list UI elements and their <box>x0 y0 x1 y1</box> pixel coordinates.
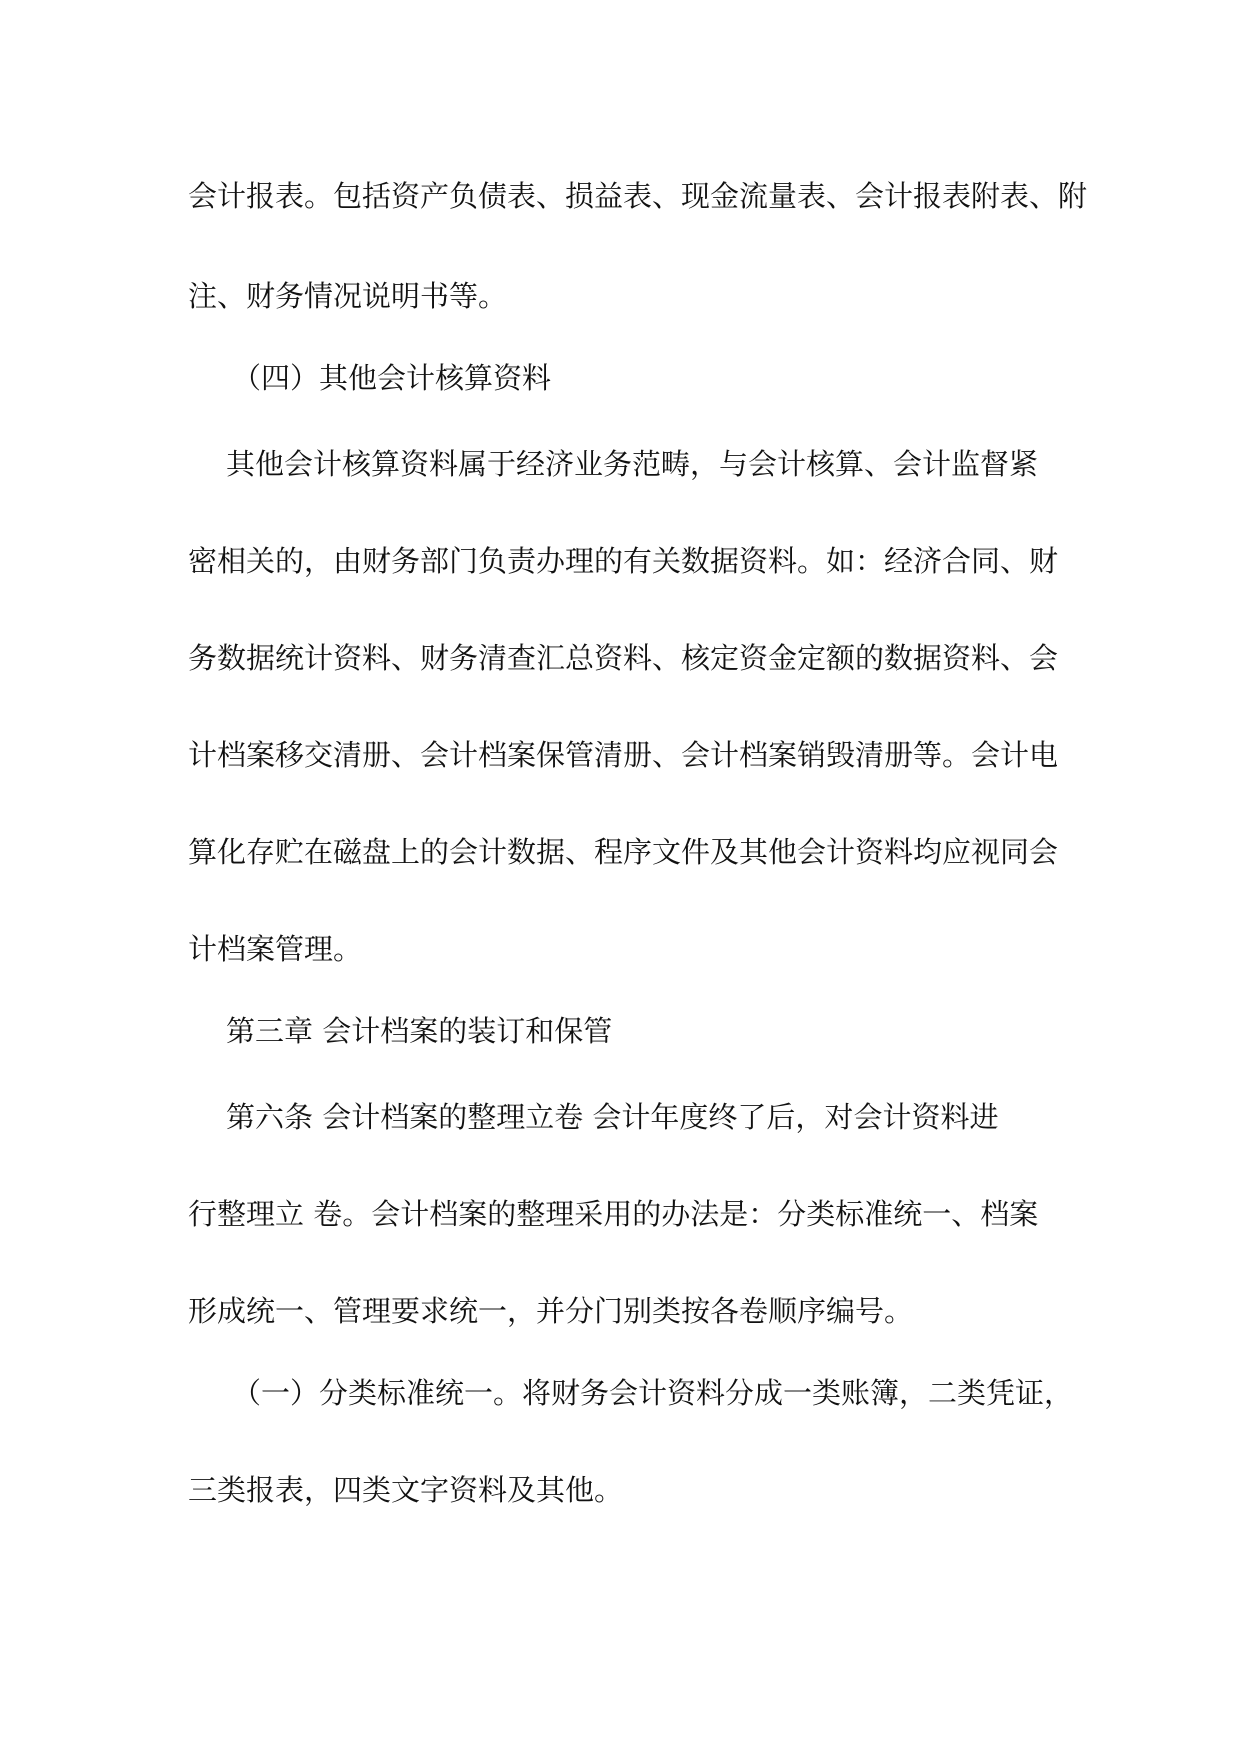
body-text-line: 三类报表，四类文字资料及其他。 <box>188 1473 624 1507</box>
body-text-line: 计档案管理。 <box>188 932 363 966</box>
chapter-heading: 第三章 会计档案的装订和保管 <box>226 1014 613 1048</box>
body-text-line: 务数据统计资料、财务清查汇总资料、核定资金定额的数据资料、会 <box>188 641 1059 675</box>
body-text-line: 计档案移交清册、会计档案保管清册、会计档案销毁清册等。会计电 <box>188 738 1059 772</box>
section-heading: （四）其他会计核算资料 <box>232 361 552 395</box>
body-text-line: 形成统一、管理要求统一，并分门别类按各卷顺序编号。 <box>188 1294 914 1328</box>
body-text-line: 密相关的，由财务部门负责办理的有关数据资料。如：经济合同、财 <box>188 544 1059 578</box>
clause-first-line: （一）分类标准统一。将财务会计资料分成一类账簿，二类凭证， <box>232 1376 1074 1410</box>
body-text-line: 算化存贮在磁盘上的会计数据、程序文件及其他会计资料均应视同会 <box>188 835 1059 869</box>
body-text-line: 注、财务情况说明书等。 <box>188 279 508 313</box>
body-text-line: 行整理立 卷。会计档案的整理采用的办法是：分类标准统一、档案 <box>188 1197 1039 1231</box>
paragraph-first-line: 其他会计核算资料属于经济业务范畴，与会计核算、会计监督紧 <box>226 447 1039 481</box>
body-text-line: 会计报表。包括资产负债表、损益表、现金流量表、会计报表附表、附 <box>188 179 1088 213</box>
article-first-line: 第六条 会计档案的整理立卷 会计年度终了后，对会计资料进 <box>226 1100 999 1134</box>
